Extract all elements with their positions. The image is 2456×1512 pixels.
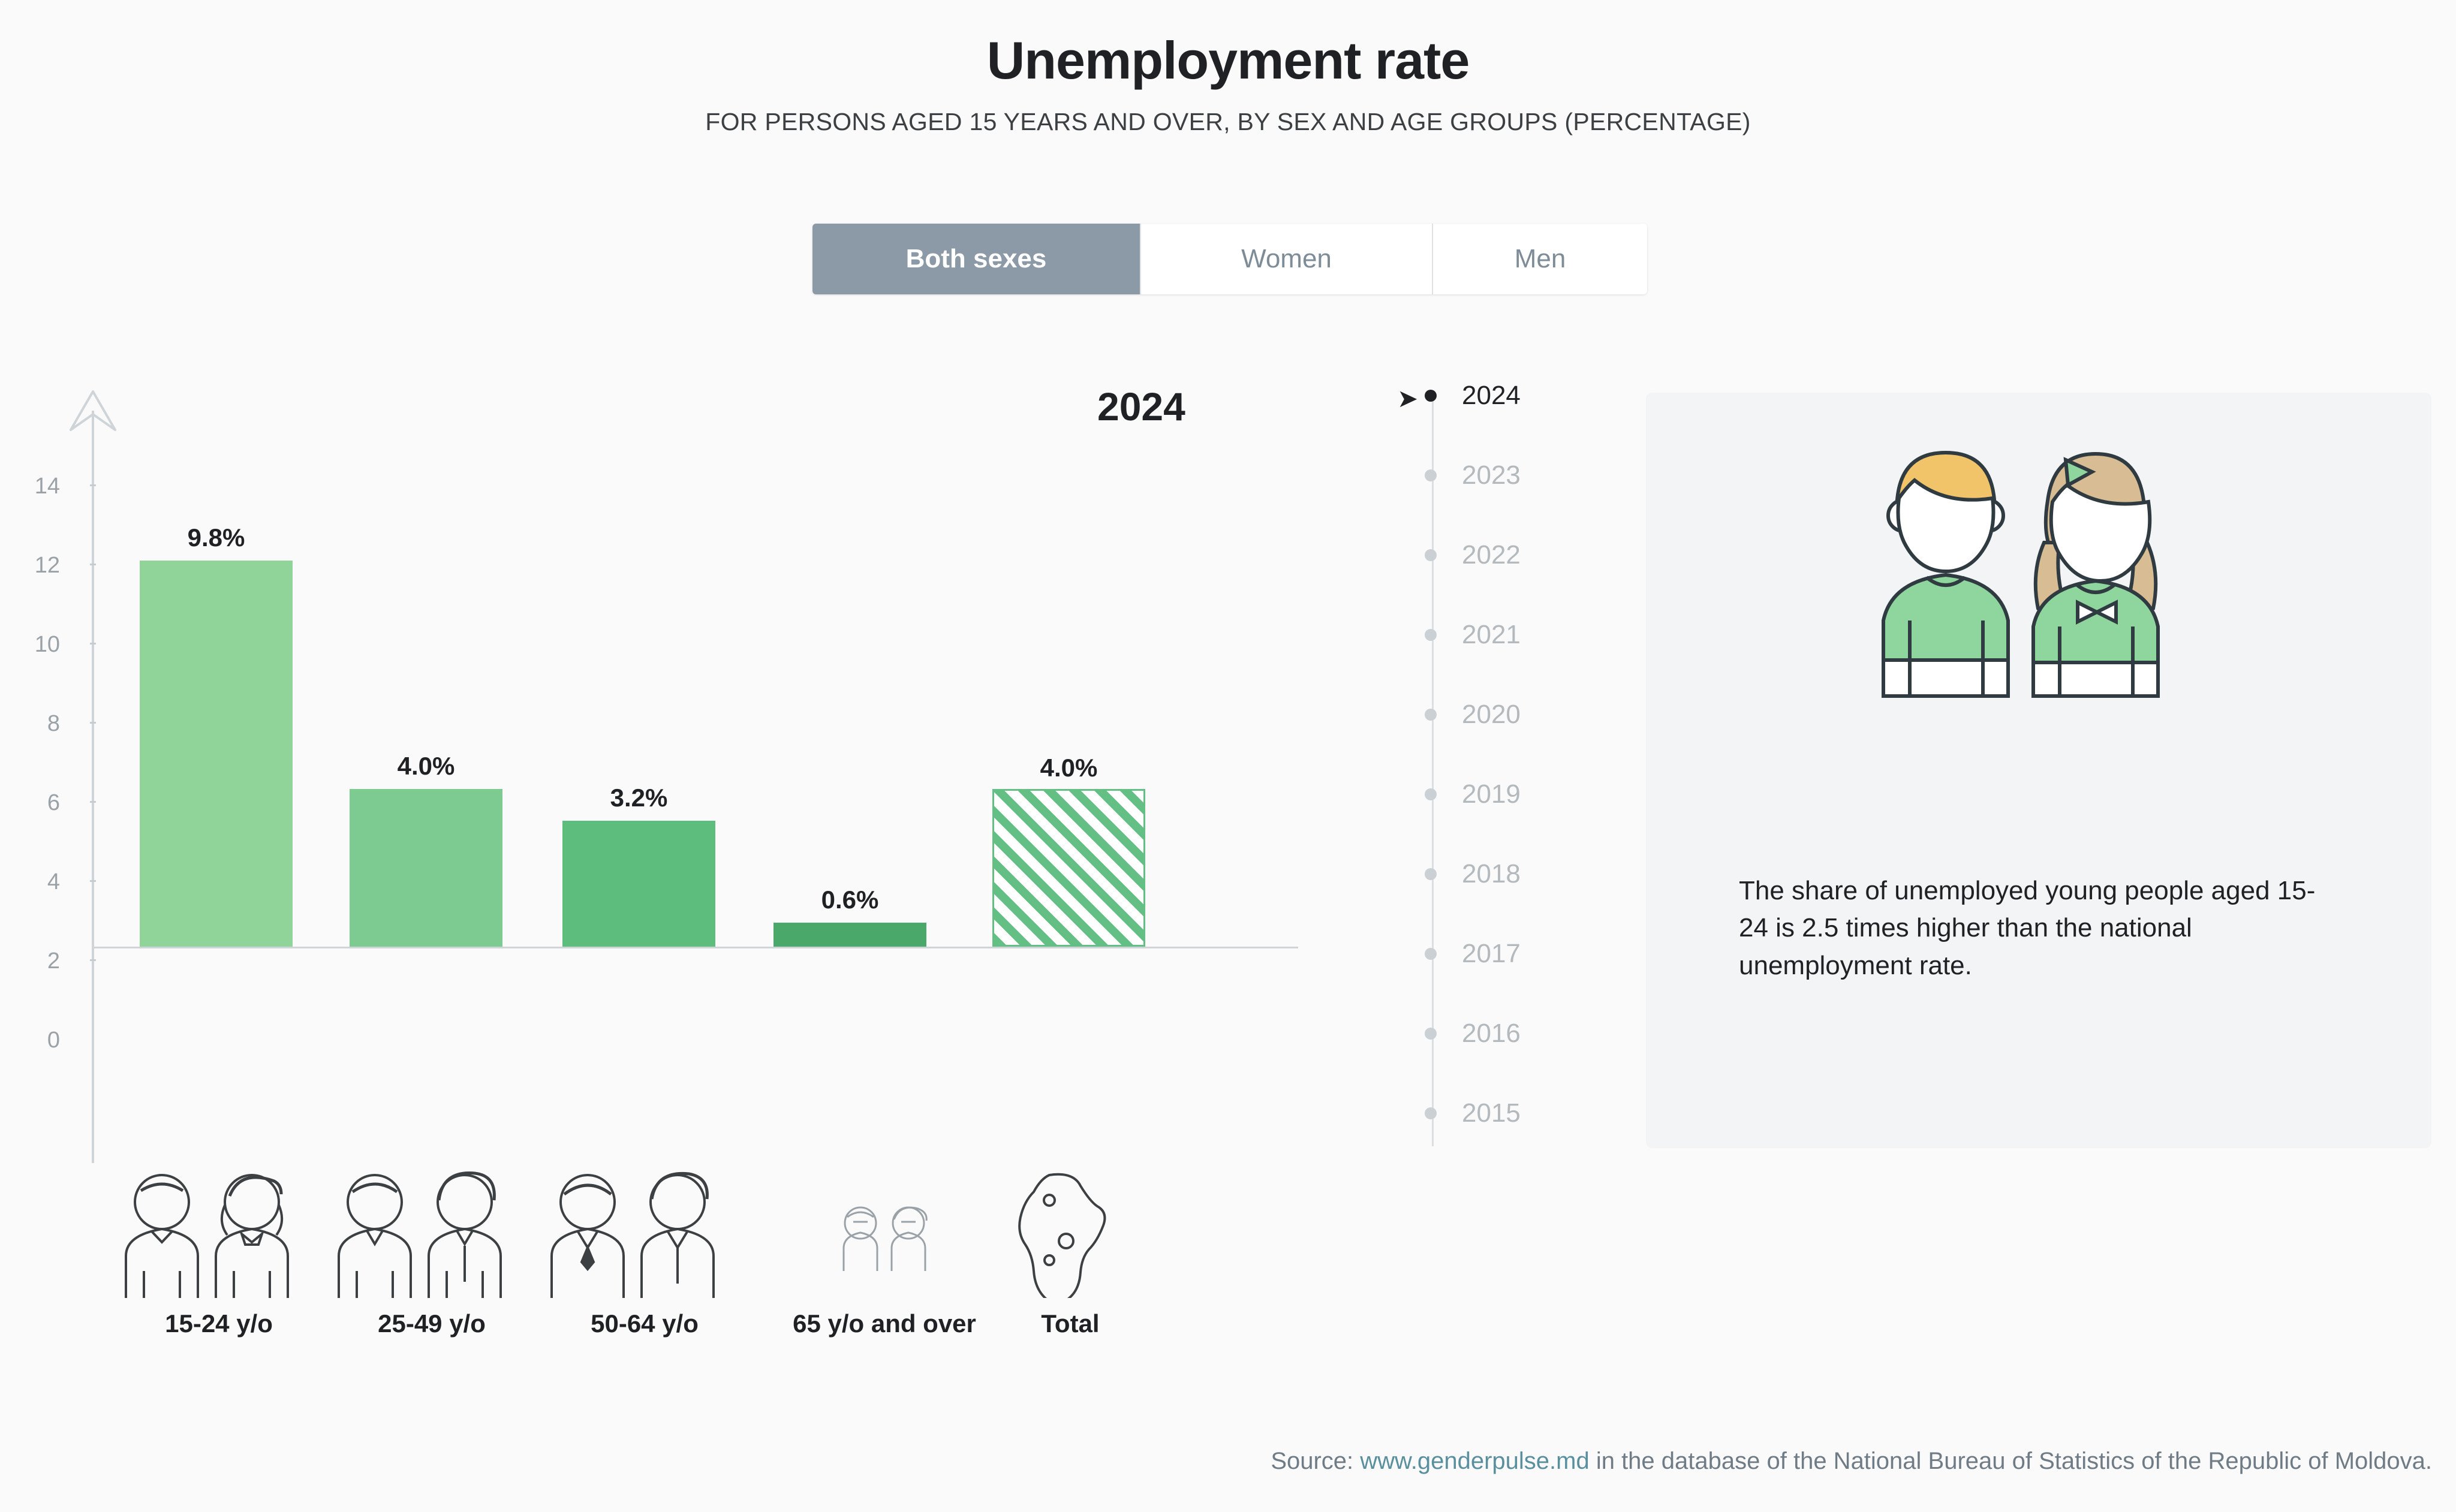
y-tick-label-0: 0 [47, 1028, 60, 1053]
insight-panel [1646, 393, 2431, 1148]
bar-value-label: 3.2% [610, 784, 668, 812]
adult-couple-icon [312, 1169, 552, 1298]
year-option-2019[interactable] [1397, 776, 1619, 812]
y-tick-label-10: 10 [34, 632, 60, 657]
year-label: 2024 [1462, 381, 1521, 410]
bar-value-label: 4.0% [1040, 754, 1098, 782]
bar-total[interactable] [992, 754, 1145, 947]
selected-year-heading: 2024 [1097, 384, 1185, 429]
year-option-2024[interactable] [1397, 378, 1619, 414]
year-selector[interactable] [1397, 378, 1619, 1157]
year-label: 2015 [1462, 1098, 1521, 1128]
category-label: 25-49 y/o [378, 1309, 486, 1338]
source-suffix: in the database of the National Bureau of Statistics of the Republic of Moldova. [1589, 1448, 2432, 1474]
year-option-2021[interactable] [1397, 617, 1619, 653]
year-dot [1425, 549, 1437, 561]
illustration-couple-icon [1826, 423, 2246, 722]
tab-men[interactable]: Men [1433, 224, 1647, 294]
year-option-2023[interactable] [1397, 457, 1619, 493]
page-subtitle: FOR PERSONS AGED 15 YEARS AND OVER, BY SEX AND AGE GROUPS (PERCENTAGE) [705, 108, 1751, 135]
year-label: 2019 [1462, 779, 1521, 809]
bar-15-24[interactable] [140, 523, 293, 947]
bar-50-64[interactable] [562, 784, 715, 947]
category-50-64 [525, 1169, 765, 1338]
year-dot [1425, 1107, 1437, 1119]
moldova-map-icon [965, 1169, 1175, 1298]
y-tick-label-14: 14 [34, 474, 60, 499]
tab-women[interactable]: Women [1141, 224, 1433, 294]
category-label: 15-24 y/o [165, 1309, 273, 1338]
source-footer [0, 1448, 2456, 1475]
year-option-2018[interactable] [1397, 856, 1619, 892]
year-option-2015[interactable] [1397, 1095, 1619, 1131]
bar-value-label: 4.0% [397, 752, 455, 780]
page-title: Unemployment rate [986, 31, 1470, 90]
category-axis [93, 1169, 1292, 1349]
year-dot [1425, 948, 1437, 960]
year-option-2016[interactable] [1397, 1016, 1619, 1052]
category-15-24 [99, 1169, 339, 1338]
year-label: 2023 [1462, 460, 1521, 490]
year-option-2017[interactable] [1397, 936, 1619, 972]
year-label: 2018 [1462, 859, 1521, 888]
year-option-2022[interactable] [1397, 537, 1619, 573]
category-label: 65 y/o and over [793, 1309, 976, 1338]
year-label: 2016 [1462, 1019, 1521, 1048]
year-label: 2021 [1462, 620, 1521, 649]
insight-text: The share of unemployed young people aged 15-24 is 2.5 times higher than the national unemployment rate. [1739, 876, 2316, 980]
y-tick-label-4: 4 [47, 869, 60, 894]
bar-value-label: 9.8% [187, 523, 245, 552]
source-link[interactable]: www.genderpulse.md [1360, 1448, 1590, 1474]
y-tick-label-6: 6 [47, 790, 60, 815]
young-couple-icon [99, 1169, 339, 1298]
year-dot [1425, 868, 1437, 880]
category-total [965, 1169, 1175, 1338]
y-tick-label-8: 8 [47, 711, 60, 736]
bar-25-49[interactable] [350, 752, 502, 947]
year-cursor-icon: ➤ [1397, 384, 1419, 412]
year-dot [1425, 1028, 1437, 1040]
year-dot [1425, 788, 1437, 800]
senior-couple-icon [525, 1169, 765, 1298]
source-prefix: Source: [1271, 1448, 1361, 1474]
sex-filter-segmented-control[interactable] [812, 224, 1647, 294]
year-dot [1425, 469, 1437, 481]
plot-area [93, 390, 1292, 1163]
category-label: Total [1041, 1309, 1100, 1338]
category-label: 50-64 y/o [591, 1309, 699, 1338]
year-label: 2020 [1462, 700, 1521, 729]
bar-65-and-over[interactable] [773, 885, 926, 947]
year-dot [1425, 390, 1437, 402]
year-label: 2022 [1462, 540, 1521, 570]
year-dot [1425, 709, 1437, 721]
y-tick-label-12: 12 [34, 553, 60, 578]
year-label: 2017 [1462, 939, 1521, 968]
year-dot [1425, 629, 1437, 641]
bar-value-label: 0.6% [821, 885, 879, 914]
year-option-2020[interactable] [1397, 697, 1619, 733]
page-header [0, 0, 2456, 136]
x-axis-baseline [93, 947, 1298, 948]
tab-both-sexes[interactable]: Both sexes [812, 224, 1141, 294]
bar-chart [0, 372, 1373, 1151]
category-25-49 [312, 1169, 552, 1338]
y-tick-label-2: 2 [47, 948, 60, 974]
